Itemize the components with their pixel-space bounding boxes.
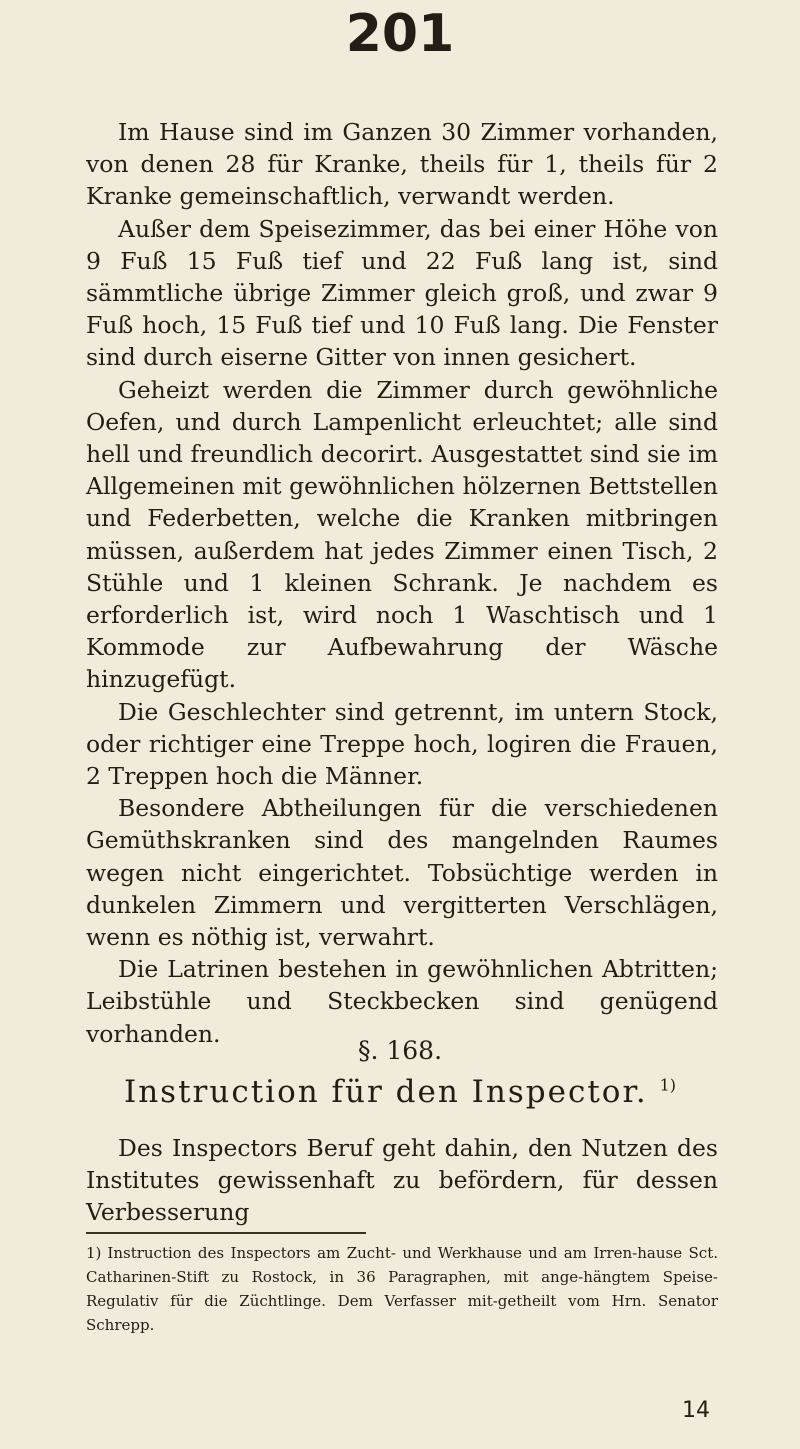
footnote [86,1241,718,1337]
paragraph: Die Geschlechter sind getrennt, im untern Stock, oder richtiger eine Treppe hoch, logiren die Frauen, 2 Treppen hoch die Männer. [86,697,718,791]
paragraph: Im Hause sind im Ganzen 30 Zimmer vorhanden, von denen 28 für Kranke, theils für 1, theils für 2 Kranke gemeinschaftlich, verwandt werden. [86,118,718,211]
main-text [86,116,718,1050]
paragraph: Des Inspectors Beruf geht dahin, den Nutzen des Institutes gewissenhaft zu befördern, für dessen Verbesserung [86,1134,718,1227]
page-number: 201 [345,4,455,64]
section-heading [0,1074,800,1110]
footnote-marker: 1) [659,1075,677,1095]
section-text [86,1132,718,1229]
paragraph: Die Latrinen bestehen in gewöhnlichen Abtritten; Leibstühle und Steckbecken sind genügend vorhanden. [86,955,718,1048]
footnote-number: 1) [86,1244,102,1262]
paragraph: Außer dem Speisezimmer, das bei einer Höhe von 9 Fuß 15 Fuß tief und 22 Fuß lang ist, sind sämmtliche übrige Zimmer gleich groß, und zwar 9 Fuß hoch, 15 Fuß tief und 10 Fuß lang. Die Fenster sind durch eiserne Gitter von innen gesichert. [86,214,718,372]
paragraph: Besondere Abtheilungen für die verschiedenen Gemüthskranken sind des mangelnden Raumes wegen nicht eingerichtet. Tobsüchtige werden in dunkelen Zimmern und vergitterten Verschlägen, wenn es nöthig ist, verwahrt. [86,794,718,952]
paragraph: Geheizt werden die Zimmer durch gewöhnliche Oefen, und durch Lampenlicht erleuchtet; alle sind hell und freundlich decorirt. Ausgestattet sind sie im Allgemeinen mit gewöhnlichen hölzernen Bettstellen und Federbetten, welche die Kranken mitbringen müssen, außerdem hat jedes Zimmer einen Tisch, 2 Stühle und 1 kleinen Schrank. Je nachdem es erforderlich ist, wird noch 1 Waschtisch und 1 Kommode zur Aufbewahrung der Wäsche hinzugefügt. [86,375,718,694]
footnote-divider [86,1232,366,1234]
footnote-text: Instruction des Inspectors am Zucht- und Werkhause und am Irren-hause Sct. Catharinen-Stift zu Rostock, in 36 Paragraphen, mit ange-hängtem Speise-Regulativ für die Züchtlinge. Dem Verfasser mit-getheilt vom Hrn. Senator Schrepp. [86,1244,718,1334]
section-title: Instruction für den Inspector. [123,1074,648,1110]
signature-mark: 14 [682,1398,710,1423]
section-number: §. 168. [357,1036,443,1065]
